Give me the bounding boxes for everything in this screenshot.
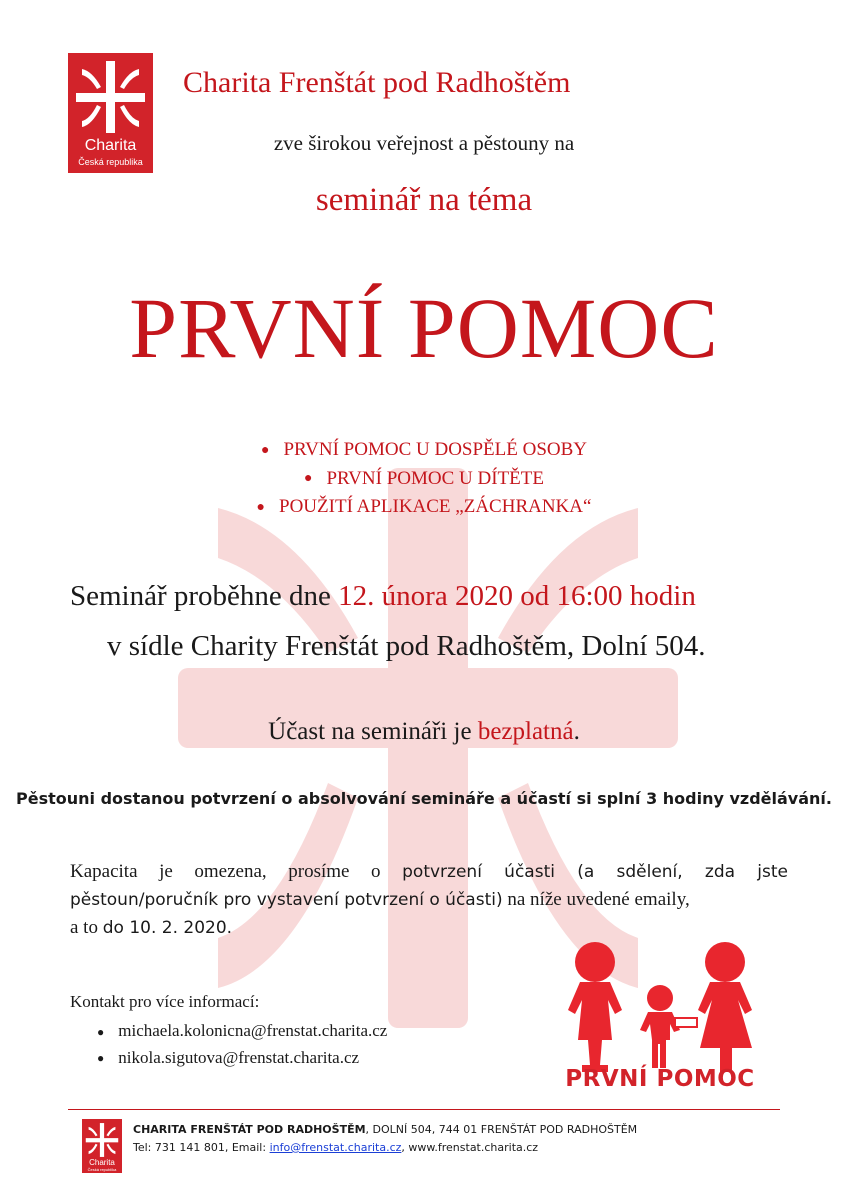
footer-org-name: CHARITA FRENŠTÁT POD RADHOŠTĚM bbox=[133, 1123, 366, 1136]
deadline-line: a to do 10. 2. 2020. bbox=[70, 917, 233, 938]
footer-address: CHARITA FRENŠTÁT POD RADHOŠTĚM, DOLNÍ 504, 744 01 FRENŠTÁT POD RADHOŠTĚM bbox=[133, 1123, 638, 1136]
venue-line: v sídle Charity Frenštát pod Radhoštěm, Dolní 504. bbox=[107, 630, 706, 662]
fee-line: Účast na semináři je bezplatná. bbox=[268, 718, 580, 745]
seminar-topic-heading: seminář na téma bbox=[315, 182, 533, 218]
list-item: ● POUŽITÍ APLIKACE „ZÁCHRANKA“ bbox=[256, 496, 592, 518]
footer-divider bbox=[68, 1109, 780, 1110]
list-item: ● PRVNÍ POMOC U DOSPĚLÉ OSOBY bbox=[260, 439, 588, 460]
date-line bbox=[70, 580, 696, 613]
logo-subtitle: Česká republika bbox=[78, 157, 143, 167]
foster-note: Pěstouni dostanou potvrzení o absolvování semináře a účastí si splní 3 hodiny vzdělávání. bbox=[16, 789, 832, 808]
capacity-paragraph: Kapacita je omezena, prosíme o potvrzení účasti (a sdělení, zda jste pěstoun/poručník pro vystavení potvrzení o účasti) na níže uvedené emaily, bbox=[70, 861, 788, 910]
event-date: 12. února 2020 od 16:00 hodin bbox=[338, 580, 696, 612]
footer-website: , www.frenstat.charita.cz bbox=[401, 1141, 539, 1154]
list-item: ● michaela.kolonicna@frenstat.charita.cz bbox=[97, 1021, 388, 1040]
logo-name: Charita bbox=[84, 137, 137, 154]
deadline-date: do 10. 2. 2020. bbox=[102, 918, 233, 938]
free-badge: bezplatná bbox=[477, 718, 574, 745]
contact-email[interactable]: nikola.sigutova@frenstat.charita.cz bbox=[118, 1047, 360, 1067]
list-item: ● PRVNÍ POMOC U DÍTĚTE bbox=[304, 467, 544, 489]
list-item: ● nikola.sigutova@frenstat.charita.cz bbox=[97, 1047, 360, 1067]
charita-cross-icon bbox=[68, 57, 153, 137]
organization-title: Charita Frenštát pod Radhoštěm bbox=[183, 66, 571, 99]
topic-list bbox=[0, 436, 848, 522]
footer-email-link[interactable]: info@frenstat.charita.cz bbox=[269, 1141, 402, 1154]
contact-heading: Kontakt pro více informací: bbox=[70, 992, 260, 1011]
invitation-line: zve širokou veřejnost a pěstouny na bbox=[273, 131, 575, 155]
charita-cross-icon bbox=[82, 1120, 122, 1160]
main-title: PRVNÍ POMOC bbox=[129, 280, 719, 376]
first-aid-logo-text: PRVNÍ POMOC bbox=[565, 1066, 755, 1092]
footer-charita-logo: Charita Česká republika bbox=[82, 1119, 122, 1173]
footer-contacts: Tel: 731 141 801, Email: info@frenstat.charita.cz, www.frenstat.charita.cz bbox=[133, 1141, 539, 1154]
contact-email[interactable]: michaela.kolonicna@frenstat.charita.cz bbox=[118, 1021, 388, 1040]
date-line-prefix: Seminář proběhne dne bbox=[70, 580, 339, 612]
contact-list bbox=[97, 1018, 387, 1071]
